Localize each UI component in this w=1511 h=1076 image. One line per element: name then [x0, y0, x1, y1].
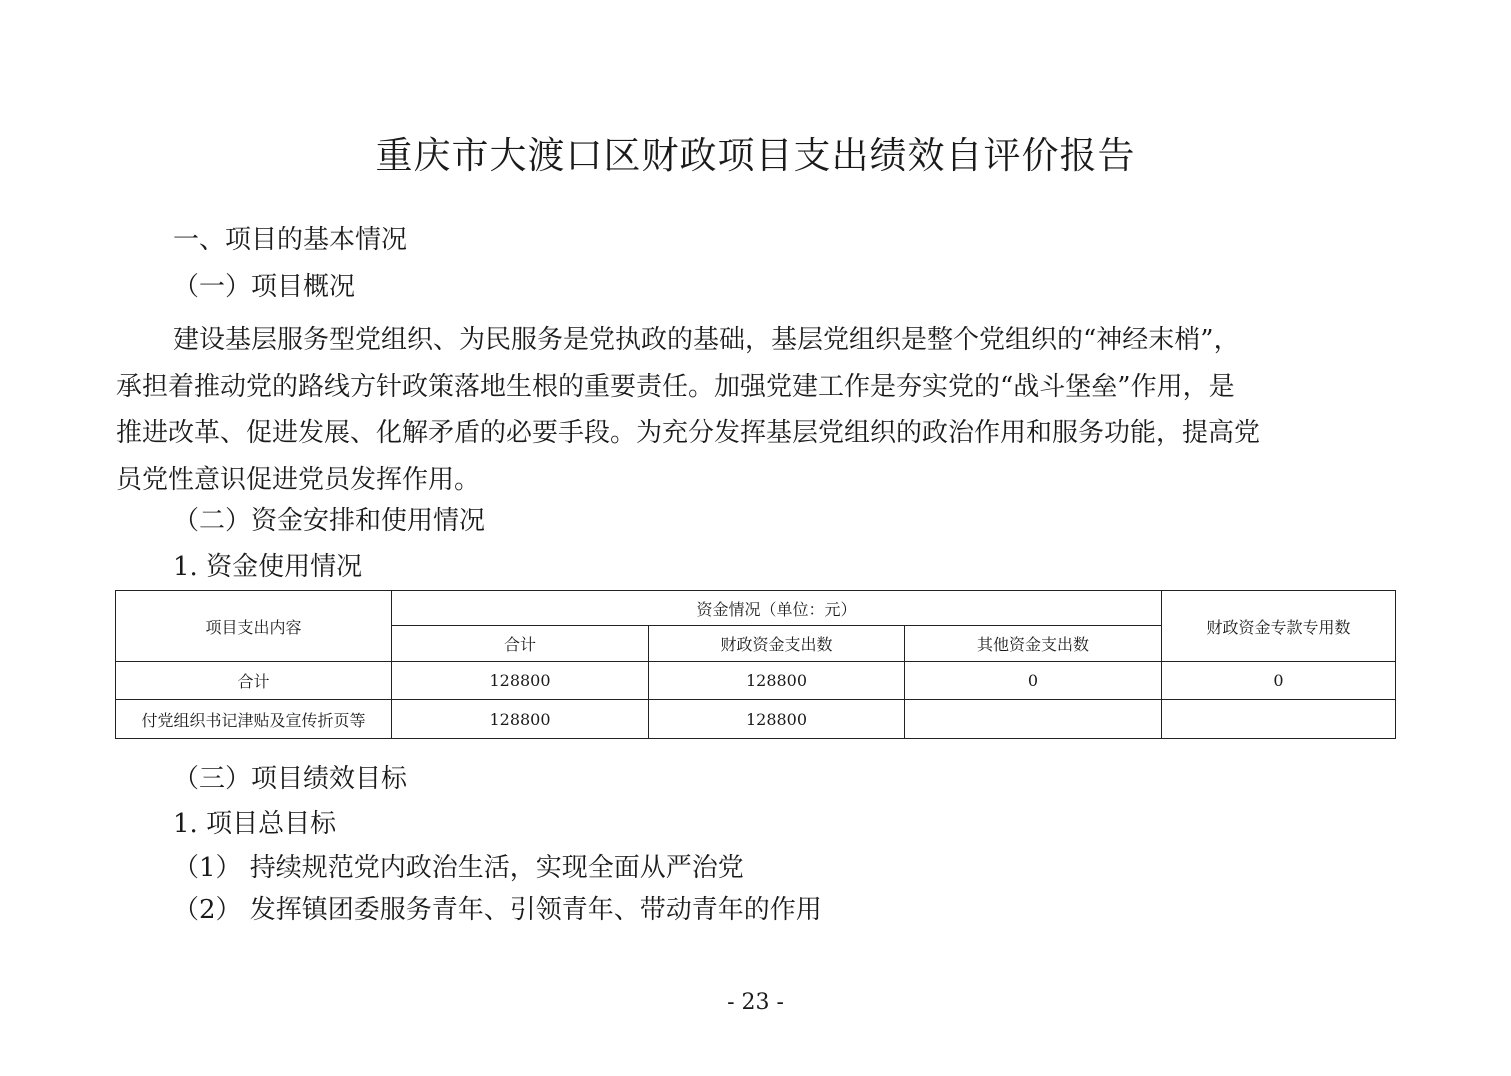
cell-content: 合计 [116, 662, 392, 700]
cell-special: 0 [1162, 662, 1396, 700]
cell-special [1162, 700, 1396, 739]
cell-fiscal: 128800 [649, 662, 905, 700]
section-heading-basic-info: 一、项目的基本情况 [173, 225, 408, 255]
paragraph-line: 承担着推动党的路线方针政策落地生根的重要责任。加强党建工作是夯实党的“战斗堡垒”作用，是 [116, 371, 1235, 402]
header-special-use: 财政资金专款专用数 [1162, 591, 1396, 662]
header-total: 合计 [392, 626, 649, 662]
table-header-row [116, 591, 1396, 626]
cell-other: 0 [905, 662, 1162, 700]
subheading-project-overview: （一）项目概况 [173, 272, 356, 302]
subheading-fund-arrangement: （二）资金安排和使用情况 [173, 506, 486, 536]
item-fund-usage: 1. 资金使用情况 [173, 552, 363, 582]
item-overall-goal: 1. 项目总目标 [173, 809, 337, 839]
paragraph-line: 员党性意识促进党员发挥作用。 [116, 464, 481, 495]
table-row [116, 662, 1396, 700]
cell-fiscal: 128800 [649, 700, 905, 739]
subheading-performance-goals: （三）项目绩效目标 [173, 764, 408, 794]
header-other: 其他资金支出数 [905, 626, 1162, 662]
header-fiscal: 财政资金支出数 [649, 626, 905, 662]
header-content: 项目支出内容 [116, 591, 392, 662]
cell-total: 128800 [392, 662, 649, 700]
page-number: - 23 - [727, 990, 784, 1015]
report-title: 重庆市大渡口区财政项目支出绩效自评价报告 [375, 134, 1136, 177]
paragraph-line: 推进改革、促进发展、化解矛盾的必要手段。为充分发挥基层党组织的政治作用和服务功能，提高党 [116, 418, 1261, 448]
goal-item: （2） 发挥镇团委服务青年、引领青年、带动青年的作用 [173, 895, 822, 925]
cell-content: 付党组织书记津贴及宣传折页等 [116, 700, 392, 739]
cell-other [905, 700, 1162, 739]
fund-usage-table [115, 590, 1396, 739]
header-funds-group: 资金情况（单位：元） [392, 591, 1162, 626]
paragraph-line: 建设基层服务型党组织、为民服务是党执政的基础，基层党组织是整个党组织的“神经末梢”， [173, 325, 1240, 355]
goal-item: （1） 持续规范党内政治生活，实现全面从严治党 [173, 853, 744, 883]
cell-total: 128800 [392, 700, 649, 739]
project-overview-paragraph [116, 317, 1398, 503]
table-row [116, 700, 1396, 739]
